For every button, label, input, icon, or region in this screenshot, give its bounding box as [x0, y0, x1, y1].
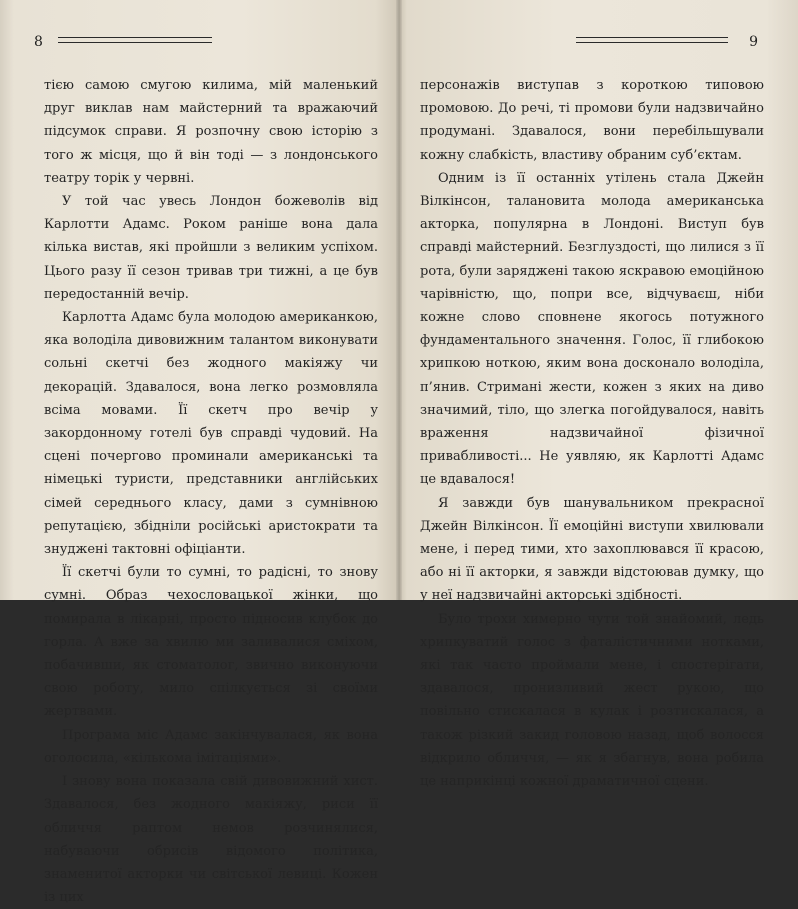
- right-page: [399, 0, 798, 790]
- paragraph: тією самою смугою килима, мій маленький друг виклав нам майстерний та вражаючий підсумок справи. Я розпочну свою історію з того ж місця, що й він тоді — з лондонського театру торік у червні.: [44, 78, 378, 186]
- paragraph: Карлотта Адамс була молодою американкою, яка володіла дивовижним талантом виконувати сольні скетчі без жодного макіяжу чи декорацій. Здавалося, вона легко розмовляла всіма мовами. Її скетч про вечір у закордонному готелі був справді чудовий. На сцені почергово проминали американські та німецькі туристи, представники англійських сімей середнього класу, дами з сумнівною репутацією, збідніли російські аристократи та знуджені тактовні офіціанти.: [44, 310, 378, 558]
- paragraph: І знову вона показала свій дивовижний хист. Здавалося, без жодного макіяжу, риси її обличчя раптом немов розчинялися, набуваючи обрисів відомого політика, знаменитої акторки чи світської левиці. Кожен із цих: [44, 774, 378, 906]
- paragraph: Одним із її останніх утілень стала Джейн Вілкінсон, талановита молода американська акторка, популярна в Лондоні. Виступ був справді майстерний. Безглуздості, що лилися з її рота, були заряджені такою яскравою емоційною чарівністю, що, попри все, відчуваєш, ніби кожне слово сповнене якогось потужного фундаментального значення. Голос, її глибокою хрипкою ноткою, яким вона досконало володіла, п’янив. Стримані жести, кожен з яких на диво значимий, тіло, що злегка погойдувалося, навіть враження надзвичайної фізичної привабливості... Не уявляю, як Карлотті Адамс це вдавалося!: [420, 170, 764, 488]
- paragraph: Програма міс Адамс закінчувалася, як вона оголосила, «кількома імітаціями».: [44, 727, 378, 766]
- paragraph: Її скетчі були то сумні, то радісні, то знову сумні. Образ чехословацької жінки, що помирала в лікарні, просто підносив клубок до горла. А вже за хвилю ми заливалися сміхом, побачивши, як стоматолог, звично виконуючи свою роботу, мило спілкується зі своїми жертвами.: [44, 565, 378, 720]
- header-rule-left: [58, 37, 212, 43]
- book-gutter: [396, 0, 402, 600]
- paragraph: Було трохи химерно чути той знайомий, ледь хрипкуватий голос з фаталістичними нотками, які так часто проймали мене, і спостерігати, здавалося, пронизливий жест рукою, що повільно стискалася в кулак і розтискалася, а також різкий закид головою назад, щоб волосся відкрило обличчя, — як я збагнув, вона робила це наприкінці кожної драматичної сцени.: [420, 611, 764, 790]
- right-page-text: [420, 74, 764, 793]
- left-page: [0, 0, 399, 906]
- left-page-text: [44, 74, 378, 909]
- paragraph: Я завжди був шанувальником прекрасної Джейн Вілкінсон. Її емоційні виступи хвилювали мене, і перед тими, хто захоплювався її красою, або ні її акторки, я завжди відстоював думку, що у неї надзвичайні акторські здібності.: [420, 495, 764, 604]
- page-number-left: 8: [34, 34, 43, 50]
- paragraph: персонажів виступав з короткою типовою промовою. До речі, ті промови були надзвичайно продумані. Здавалося, вони перебільшували кожну слабкість, властиву обраним суб’єктам.: [420, 78, 764, 163]
- page-number-right: 9: [749, 34, 758, 50]
- header-rule-right: [576, 37, 728, 43]
- paragraph: У той час увесь Лондон божеволів від Карлотти Адамс. Роком раніше вона дала кілька вистав, які пройшли з великим успіхом. Цього разу її сезон тривав три тижні, а це був передостанній вечір.: [44, 194, 378, 302]
